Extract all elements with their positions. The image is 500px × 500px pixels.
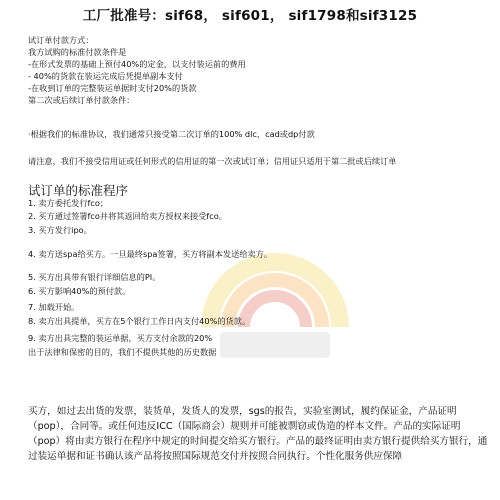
procedure-step: 2. 买方通过签署fco并将其返回给卖方授权来接受fco。 (28, 211, 227, 221)
footer-paragraph: 买方，如过去出货的发票，装货单，发货人的发票，sgs的报告，实验室测试，履约保证金，产品证明（pop），合同等。或任何违反ICC（国际商会）规则并可能被剽窃或伪造的样本文件。产品的实际证明（pop）将由卖方银行在程序中规定的时间提交给买方银行。产品的最终证明由卖方银行提供给买方银行，通过装运单据和证书确认该产品将按照国际规范交付并按照合同执行。个性化服务供应保障 (28, 406, 488, 462)
procedure-step: 1. 卖方委托发行fco； (28, 198, 109, 208)
lc-note (28, 155, 488, 167)
procedure-title: 试订单的标准程序 (28, 183, 129, 198)
procedure-step: 9. 卖方出具完整的装运单据，买方支付余款的20% (28, 333, 213, 343)
procedure-step: 3. 买方发行ipo。 (28, 225, 92, 235)
procedure-step: 7. 加载开始。 (28, 302, 80, 312)
factory-approval-heading: 工厂批准号：sif68， sif601， sif1798和sif3125 (82, 8, 418, 24)
payment-term-line: 我方试购的标准付款条件是 (28, 47, 127, 57)
procedure-step: 出于法律和保密的目的，我们不提供其他的历史数据 (28, 347, 217, 357)
payment-term-line: -在收到订单的完整装运单据时支付20%的货款 (28, 83, 197, 93)
second-order-terms-line: ·根据我们的标准协议，我们通常只接受第二次订单的100% dlc，cad或dp付款 (28, 129, 315, 139)
second-order-terms-title: 第二次或后续订单付款条件： (28, 95, 135, 105)
lc-note-line: 请注意，我们不接受信用证或任何形式的信用证的第一次或试订单；信用证只适用于第二批或后续订单 (28, 156, 397, 166)
payment-term-line: - 40%的货款在装运完成后凭提单副本支付 (28, 71, 183, 81)
procedure-step: 8. 卖方出具提单，买方在5个银行工作日内支付40%的货款。 (28, 316, 251, 326)
payment-terms-section (28, 34, 488, 106)
second-order-terms (28, 128, 488, 140)
payment-terms-title: 试订单付款方式： (28, 35, 94, 45)
procedure-step: 4. 卖方送spa给买方。一旦最终spa签署，买方将副本发送给卖方。 (28, 249, 273, 259)
payment-term-line: -在形式发票的基础上预付40%的定金，以支付装运前的费用 (28, 59, 246, 69)
procedure-step: 6. 买方影响40%的预付款。 (28, 286, 131, 296)
procedure-step: 5. 买方出具带有银行详细信息的PI。 (28, 272, 161, 282)
